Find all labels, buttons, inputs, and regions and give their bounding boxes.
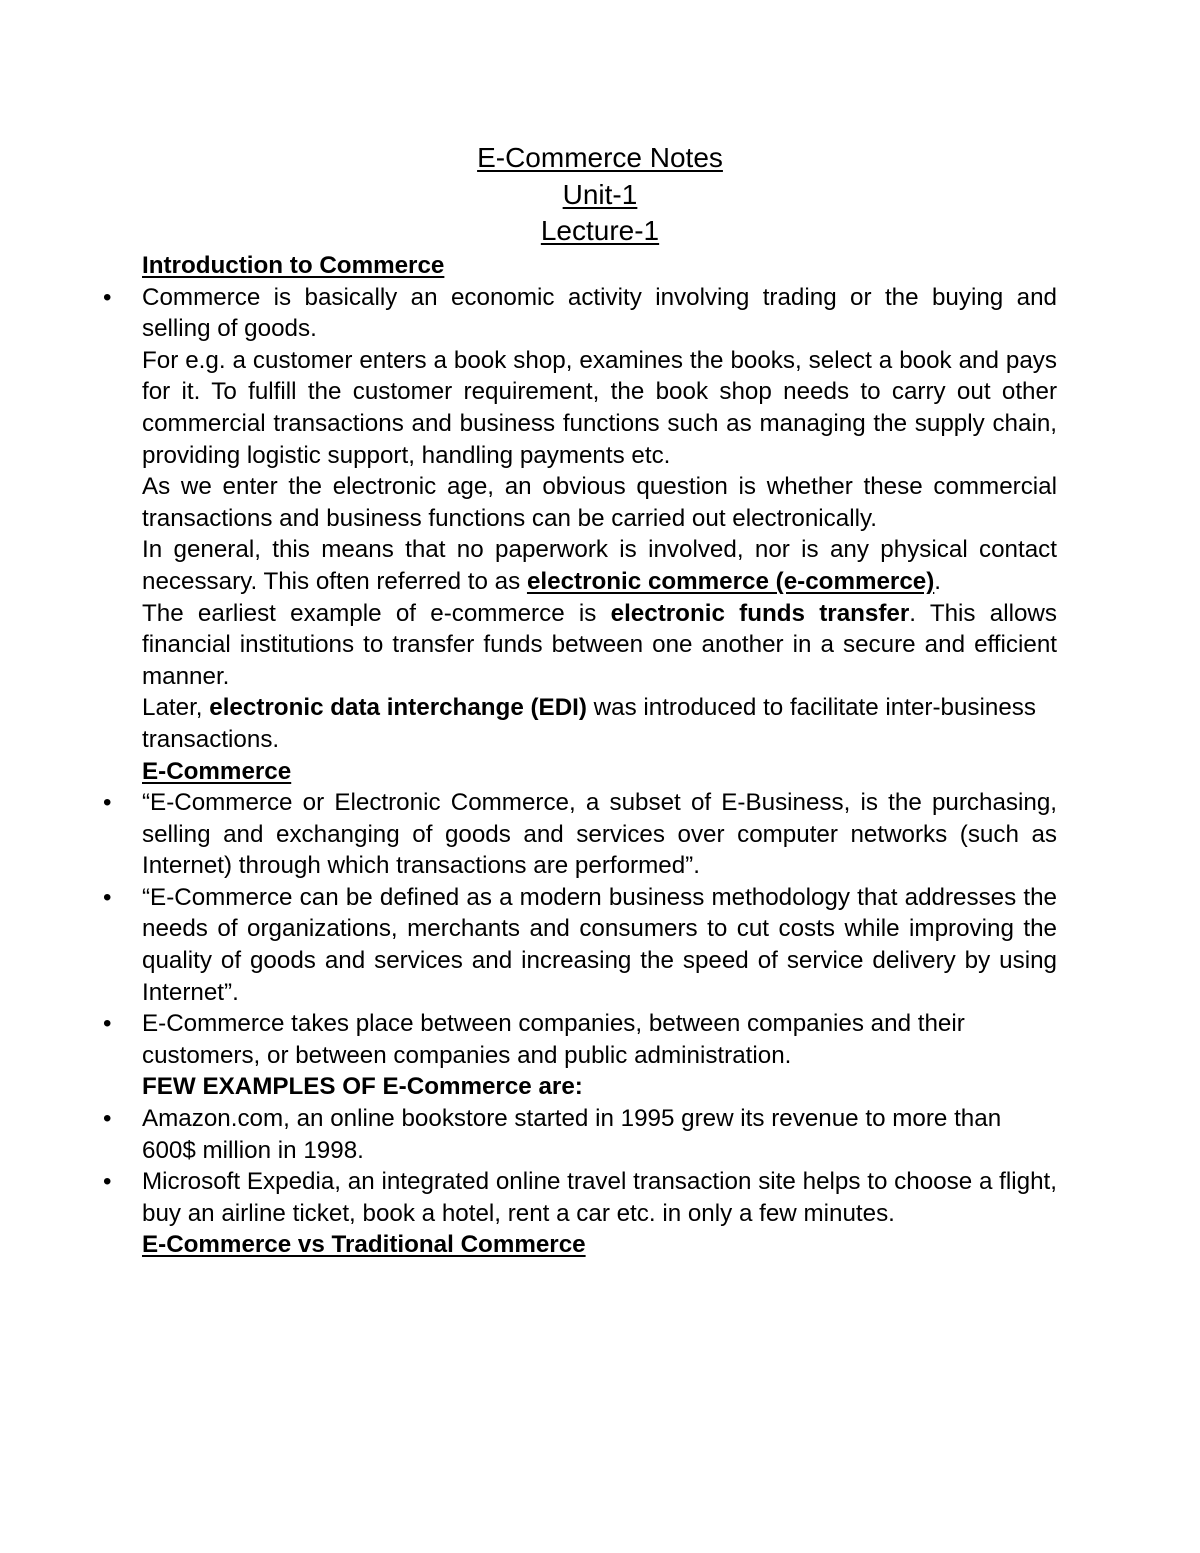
paragraph — [103, 598, 1057, 693]
intro-paragraph-5-end: was introduced to facilitate inter-business transactions. — [142, 694, 1036, 753]
intro-paragraph-4-end: . This allows financial institutions to transfer funds between one another in a secure and efficient manner. — [142, 599, 1057, 690]
bullet-marker: • — [103, 1010, 112, 1038]
bullet-marker: • — [103, 1105, 112, 1133]
section-heading-vs — [103, 1229, 1057, 1261]
vs-heading: E-Commerce vs Traditional Commerce — [142, 1231, 586, 1259]
intro-bullet-text: Commerce is basically an economic activity involving trading or the buying and selling of goods. — [142, 283, 1057, 343]
examples-heading: FEW EXAMPLES OF E-Commerce are: — [142, 1073, 583, 1101]
bullet-marker: • — [103, 1168, 112, 1196]
lecture-title: Lecture-1 — [540, 215, 660, 246]
section-heading-intro — [103, 250, 1057, 282]
document-title: E-Commerce Notes — [477, 142, 723, 173]
bullet-marker: • — [103, 789, 112, 817]
examples-bullet-2: Microsoft Expedia, an integrated online travel transaction site helps to choose a flight, buy an airline ticket, book a hotel, rent a car etc. in only a few minutes. — [142, 1168, 1057, 1227]
list-item — [103, 882, 1057, 1008]
intro-paragraph-3-end: . — [934, 567, 942, 595]
ecommerce-term: electronic commerce (e-commerce) — [526, 567, 935, 595]
intro-paragraph-4: The earliest example of e-commerce is — [142, 599, 611, 627]
list-item — [103, 787, 1057, 882]
unit-title: Unit-1 — [562, 178, 638, 210]
ecommerce-bullet-2: “E-Commerce can be defined as a modern business methodology that addresses the needs of organizations, merchants and consumers to cut costs while improving the quality of goods and services and increasing the speed of service delivery by using Internet”. — [142, 883, 1057, 1006]
paragraph — [103, 345, 1057, 471]
paragraph — [103, 471, 1057, 534]
list-item — [103, 1103, 1057, 1166]
ecommerce-heading: E-Commerce — [142, 757, 292, 785]
document-body — [103, 250, 1057, 1261]
intro-paragraph-5: Later, — [142, 694, 210, 722]
edi-term: electronic data interchange (EDI) — [209, 694, 587, 722]
section-heading-examples — [103, 1071, 1057, 1103]
ecommerce-bullet-1: “E-Commerce or Electronic Commerce, a subset of E-Business, is the purchasing, selling and exchanging of goods and services over computer networks (such as Internet) through which transactions are performed”. — [142, 789, 1057, 880]
paragraph — [103, 534, 1057, 597]
paragraph — [103, 692, 1057, 755]
title-block — [0, 140, 1200, 250]
ecommerce-bullet-3: E-Commerce takes place between companies, between companies and their customers, or between companies and public administration. — [142, 1010, 965, 1069]
eft-term: electronic funds transfer — [610, 599, 910, 627]
intro-paragraph-3: In general, this means that no paperwork is involved, nor is any physical contact necessary. This often referred to as — [142, 536, 1057, 595]
list-item — [103, 1166, 1057, 1229]
intro-paragraph-1: For e.g. a customer enters a book shop, examines the books, select a book and pays for it. To fulfill the customer requirement, the book shop needs to carry out other commercial transactions and business functions such as managing the supply chain, providing logistic support, handling payments etc. — [142, 346, 1057, 469]
bullet-marker: • — [103, 283, 112, 311]
list-item — [103, 282, 1057, 345]
examples-bullet-1: Amazon.com, an online bookstore started in 1995 grew its revenue to more than 600$ million in 1998. — [142, 1105, 1002, 1164]
bullet-marker: • — [103, 883, 112, 911]
list-item — [103, 1008, 1057, 1071]
intro-heading: Introduction to Commerce — [142, 252, 445, 279]
section-heading-ecommerce — [103, 756, 1057, 788]
intro-paragraph-2: As we enter the electronic age, an obvious question is whether these commercial transactions and business functions can be carried out electronically. — [142, 473, 1057, 532]
